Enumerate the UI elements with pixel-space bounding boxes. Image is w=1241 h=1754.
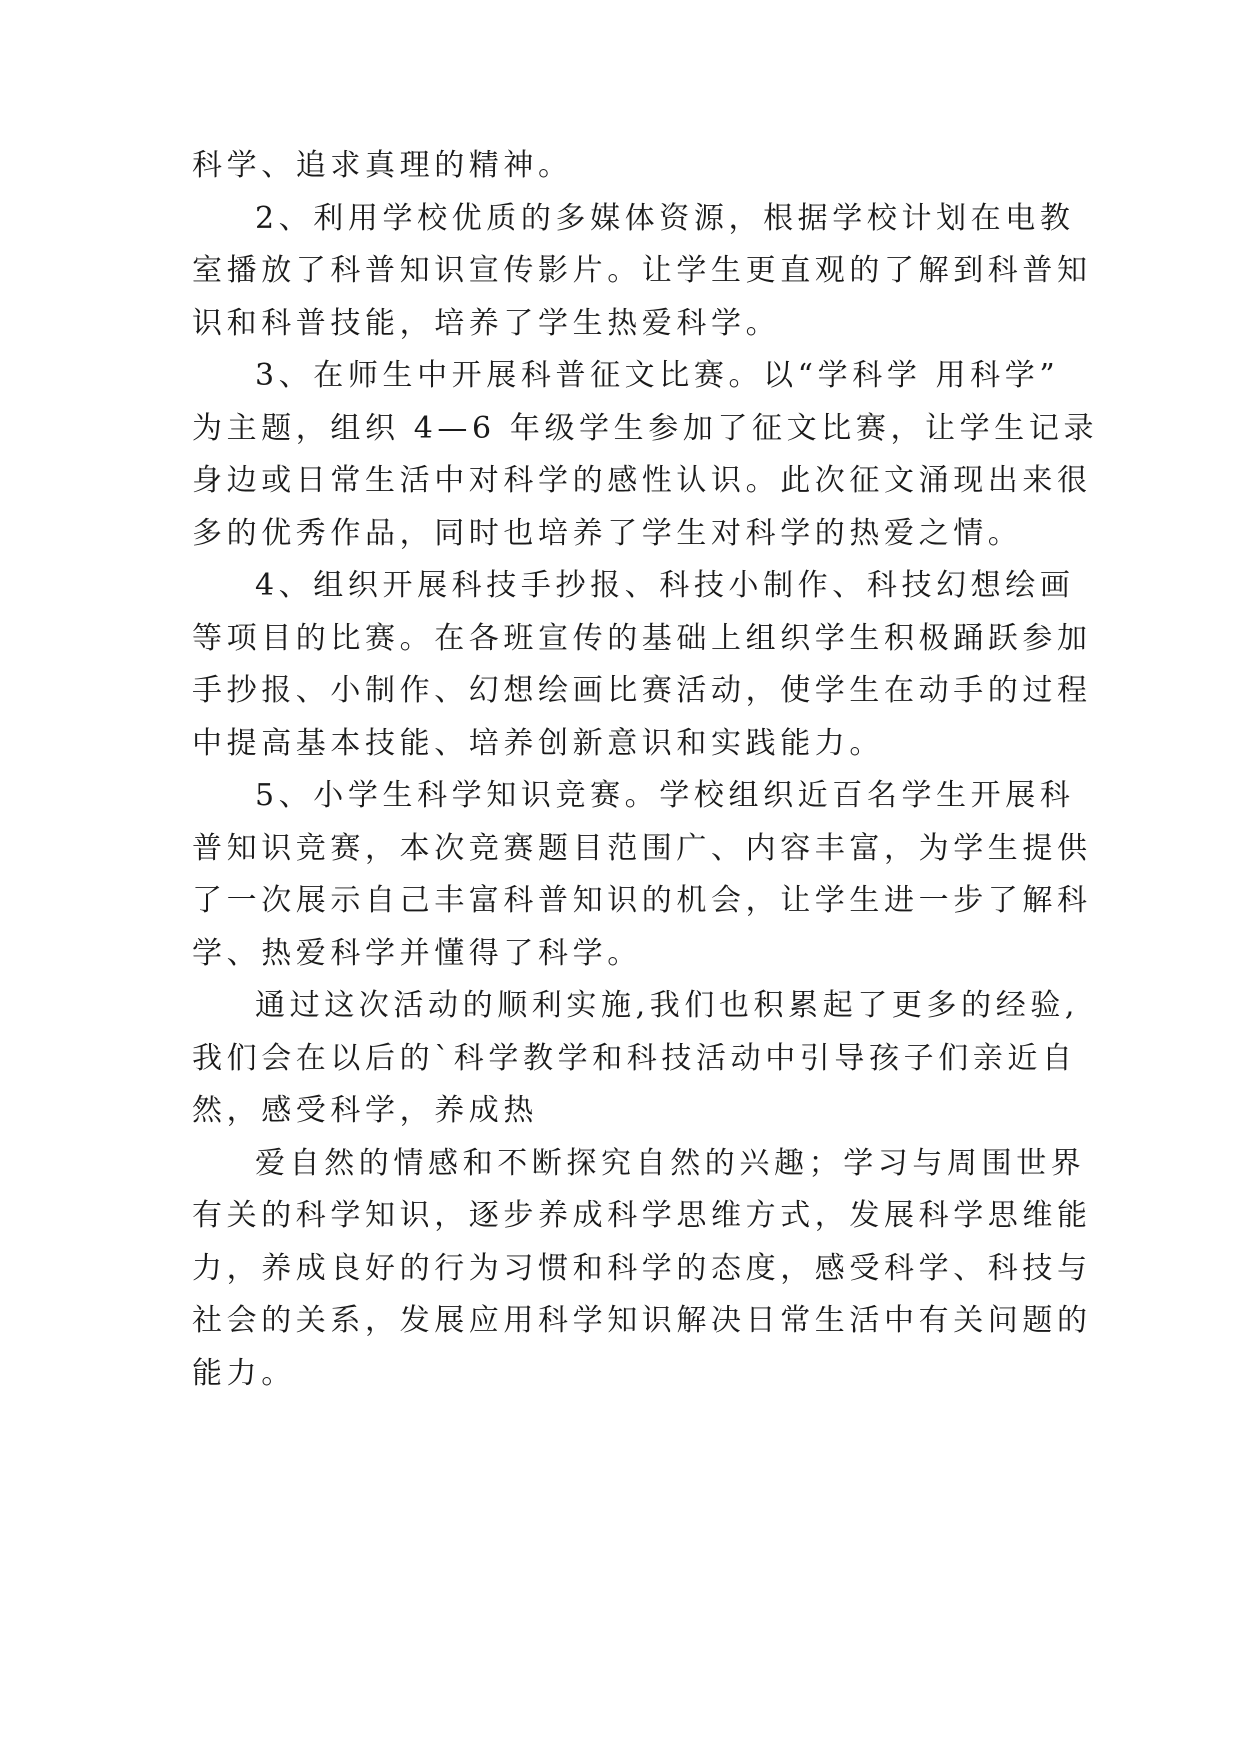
text-line: 多的优秀作品，同时也培养了学生对科学的热爱之情。 (192, 516, 1023, 551)
text-line: 普知识竞赛，本次竞赛题目范围广、内容丰富，为学生提供 (192, 831, 1092, 866)
text-line: 等项目的比赛。在各班宣传的基础上组织学生积极踊跃参加 (192, 621, 1092, 656)
text-line: 力，养成良好的行为习惯和科学的态度，感受科学、科技与 (192, 1251, 1092, 1286)
text-line: 学、热爱科学并懂得了科学。 (192, 936, 642, 971)
text-line: 通过这次活动的顺利实施,我们也积累起了更多的经验, (255, 988, 1080, 1023)
text-line: 我们会在以后的`科学教学和科技活动中引导孩子们亲近自 (192, 1041, 1077, 1076)
text-line: 能力。 (192, 1356, 296, 1391)
text-line: 社会的关系，发展应用科学知识解决日常生活中有关问题的 (192, 1303, 1092, 1338)
text-line: 爱自然的情感和不断探究自然的兴趣；学习与周围世界 (255, 1146, 1086, 1181)
text-line: 2、利用学校优质的多媒体资源，根据学校计划在电教 (255, 201, 1075, 236)
text-line: 室播放了科普知识宣传影片。让学生更直观的了解到科普知 (192, 253, 1092, 288)
text-line: 科学、追求真理的精神。 (192, 148, 573, 183)
text-line: 身边或日常生活中对科学的感性认识。此次征文涌现出来很 (192, 463, 1092, 498)
text-line: 有关的科学知识，逐步养成科学思维方式，发展科学思维能 (192, 1198, 1092, 1233)
text-line: 然，感受科学，养成热 (192, 1093, 538, 1128)
text-line: 为主题，组织 4—6 年级学生参加了征文比赛，让学生记录 (192, 411, 1099, 446)
text-line: 5、小学生科学知识竞赛。学校组织近百名学生开展科 (255, 778, 1075, 813)
text-line: 了一次展示自己丰富科普知识的机会，让学生进一步了解科 (192, 883, 1092, 918)
text-line: 识和科普技能，培养了学生热爱科学。 (192, 306, 781, 341)
text-line: 中提高基本技能、培养创新意识和实践能力。 (192, 726, 884, 761)
text-line: 4、组织开展科技手抄报、科技小制作、科技幻想绘画 (255, 568, 1075, 603)
text-line: 3、在师生中开展科普征文比赛。以“学科学 用科学” (255, 358, 1060, 393)
text-line: 手抄报、小制作、幻想绘画比赛活动，使学生在动手的过程 (192, 673, 1092, 708)
